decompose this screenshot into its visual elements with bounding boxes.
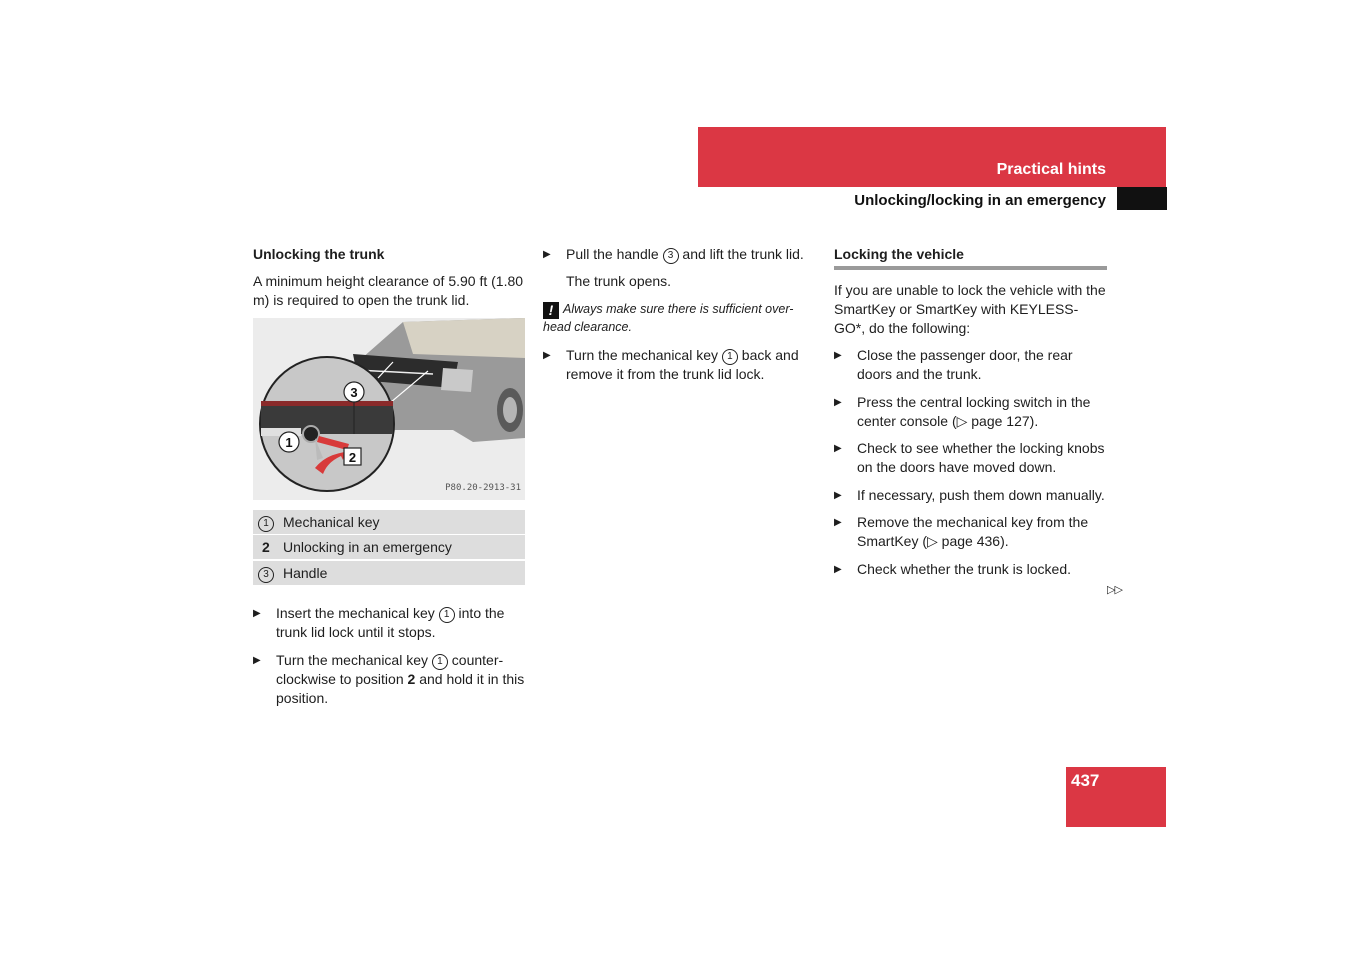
legend-key-2: 2 bbox=[262, 539, 270, 555]
bullet-arrow-icon: ▶ bbox=[834, 517, 842, 528]
subsection-title: Unlocking/locking in an emergency bbox=[854, 192, 1106, 209]
step-close-doors bbox=[834, 346, 1107, 384]
legend-label-1: Mechanical key bbox=[283, 514, 380, 530]
heading-underline bbox=[834, 266, 1107, 270]
page-number: 437 bbox=[1071, 771, 1100, 790]
callout-2: 2 bbox=[348, 450, 357, 465]
step-text: back and remove it from the trunk lid lock. bbox=[566, 347, 799, 382]
step-text: If necessary, push them down manually. bbox=[857, 487, 1105, 503]
step-turn-key bbox=[253, 651, 525, 708]
step-insert-key bbox=[253, 604, 525, 642]
circled-3: 3 bbox=[663, 248, 679, 264]
trunk-lock-illustration bbox=[253, 318, 525, 500]
figure-code: P80.20-2913-31 bbox=[445, 483, 521, 493]
legend-key-3: 3 bbox=[258, 567, 274, 583]
warning-text: Always make sure there is sufficient over-head clearance. bbox=[543, 302, 794, 334]
step-text: Remove the mechanical key from the SmartKey (▷ page 436). bbox=[857, 514, 1089, 549]
step-text: counter-clockwise to position bbox=[276, 652, 504, 687]
step-press-switch bbox=[834, 393, 1107, 431]
heading-unlocking-trunk: Unlocking the trunk bbox=[253, 246, 385, 262]
step-text: and lift the trunk lid. bbox=[682, 246, 804, 262]
position-2: 2 bbox=[407, 671, 416, 687]
step-push-down bbox=[834, 486, 1107, 505]
bullet-arrow-icon: ▶ bbox=[834, 443, 842, 454]
section-title: Practical hints bbox=[996, 161, 1106, 178]
column-locking-vehicle bbox=[834, 245, 1107, 579]
warning-note bbox=[543, 301, 819, 336]
bullet-arrow-icon: ▶ bbox=[834, 397, 842, 408]
step-text: Close the passenger door, the rear doors and the trunk. bbox=[857, 347, 1073, 382]
step-text: Check whether the trunk is locked. bbox=[857, 561, 1071, 577]
bullet-arrow-icon: ▶ bbox=[543, 350, 551, 361]
legend-label-3: Handle bbox=[283, 565, 328, 581]
legend-row-2 bbox=[253, 535, 525, 559]
legend-label-2: Unlocking in an emergency bbox=[283, 539, 452, 555]
column-unlocking-steps bbox=[253, 604, 525, 708]
legend-key-1: 1 bbox=[258, 516, 274, 532]
column-middle bbox=[543, 245, 819, 384]
step-check-trunk bbox=[834, 560, 1107, 579]
intro-locking: If you are unable to lock the vehicle with the SmartKey or SmartKey with KEYLESS-GO*, do the following: bbox=[834, 282, 1106, 336]
step-text: Press the central locking switch in the center console (▷ page 127). bbox=[857, 394, 1091, 429]
circled-1: 1 bbox=[722, 349, 738, 365]
callout-3: 3 bbox=[350, 385, 358, 400]
circled-1: 1 bbox=[432, 654, 448, 670]
circled-1: 1 bbox=[439, 607, 455, 623]
step-text: and hold it in this position. bbox=[276, 671, 525, 706]
bullet-arrow-icon: ▶ bbox=[253, 655, 261, 666]
warning-icon: ! bbox=[543, 302, 559, 319]
intro-clearance: A minimum height clearance of 5.90 ft (1.80 m) is required to open the trunk lid. bbox=[253, 273, 524, 308]
step-text: Check to see whether the locking knobs on the doors have moved down. bbox=[857, 440, 1105, 475]
step-text: Turn the mechanical key bbox=[276, 652, 428, 668]
thumb-tab-marker bbox=[1117, 187, 1167, 210]
legend-row-3 bbox=[253, 561, 525, 585]
step-text: Insert the mechanical key bbox=[276, 605, 435, 621]
bullet-arrow-icon: ▶ bbox=[834, 490, 842, 501]
bullet-arrow-icon: ▶ bbox=[543, 249, 551, 260]
step-text: into the trunk lid lock until it stops. bbox=[276, 605, 505, 640]
bullet-arrow-icon: ▶ bbox=[834, 564, 842, 575]
step-text: Pull the handle bbox=[566, 246, 659, 262]
bullet-arrow-icon: ▶ bbox=[834, 350, 842, 361]
result-trunk-opens: The trunk opens. bbox=[566, 273, 672, 289]
legend-row-1 bbox=[253, 510, 525, 534]
step-text: Turn the mechanical key bbox=[566, 347, 718, 363]
car-rear-illustration bbox=[253, 318, 525, 500]
step-pull-handle bbox=[543, 245, 819, 264]
column-unlocking-trunk bbox=[253, 245, 525, 310]
callout-1: 1 bbox=[285, 435, 293, 450]
step-turn-back bbox=[543, 346, 819, 384]
bullet-arrow-icon: ▶ bbox=[253, 608, 261, 619]
step-check-knobs bbox=[834, 439, 1107, 477]
continued-icon: ▷▷ bbox=[1107, 584, 1122, 596]
step-remove-key bbox=[834, 513, 1107, 551]
heading-locking-vehicle: Locking the vehicle bbox=[834, 246, 964, 262]
